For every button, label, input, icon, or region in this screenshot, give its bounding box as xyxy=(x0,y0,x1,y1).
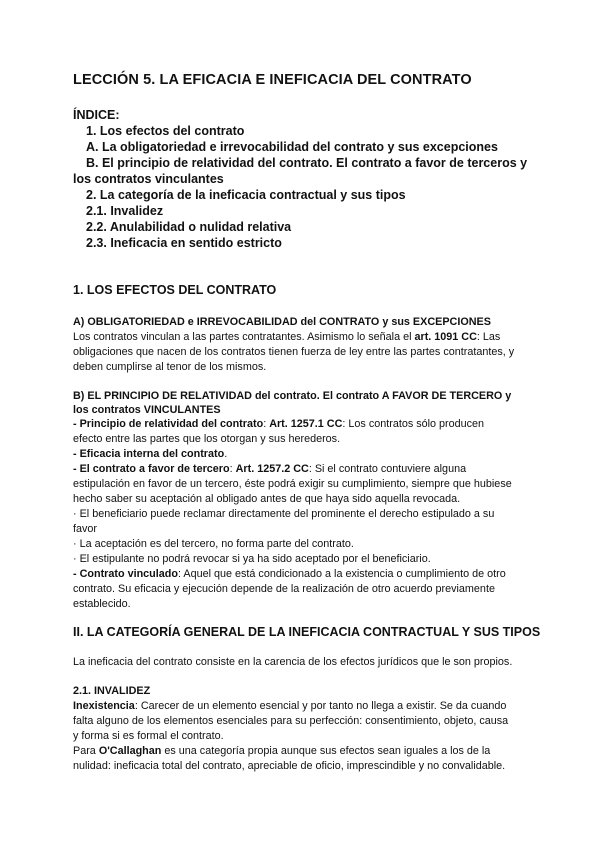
bullet-line: · El beneficiario puede reclamar directamente del prominente el derecho estipulado a su xyxy=(73,508,495,520)
paragraph-line: deben cumplirse al tenor de los mismos. xyxy=(73,361,267,373)
paragraph-line: obligaciones que nacen de los contratos tienen fuerza de ley entre las partes contratantes, y xyxy=(73,346,515,358)
index-heading: ÍNDICE: xyxy=(73,108,120,122)
bullet-line: favor xyxy=(73,523,98,535)
bullet-line: · La aceptación es del tercero, no forma parte del contrato. xyxy=(73,538,354,550)
paragraph-line: estipulación en favor de un tercero, éste podrá exigir su cumplimiento, siempre que hubiese xyxy=(73,478,512,490)
paragraph-line: y forma si es formal el contrato. xyxy=(73,730,224,742)
index-item: 2.3. Ineficacia en sentido estricto xyxy=(86,236,282,250)
paragraph-line: hecho saber su aceptación al obligado antes de que haya sido aquella revocada. xyxy=(73,493,461,505)
index-item: A. La obligatoriedad e irrevocabilidad del contrato y sus excepciones xyxy=(86,140,498,154)
paragraph-line: nulidad: ineficacia total del contrato, apreciable de oficio, imprescindible y no convalidable. xyxy=(73,760,506,772)
section-heading: II. LA CATEGORÍA GENERAL DE LA INEFICACIA CONTRACTUAL Y SUS TIPOS xyxy=(73,625,541,639)
paragraph-line: - Principio de relatividad del contrato: Art. 1257.1 CC: Los contratos sólo producen xyxy=(73,418,485,430)
paragraph-line: Para O'Callaghan es una categoría propia aunque sus efectos sean iguales a los de la xyxy=(73,745,491,757)
paragraph-line: efecto entre las partes que los otorgan y sus herederos. xyxy=(73,433,341,445)
index-item: 1. Los efectos del contrato xyxy=(86,124,245,138)
index-item: 2.2. Anulabilidad o nulidad relativa xyxy=(86,220,292,234)
index-item: 2.1. Invalidez xyxy=(86,204,164,218)
paragraph-line: - El contrato a favor de tercero: Art. 1257.2 CC: Si el contrato contuviere alguna xyxy=(73,463,467,475)
page-title: LECCIÓN 5. LA EFICACIA E INEFICACIA DEL CONTRATO xyxy=(73,72,472,88)
index-item: 2. La categoría de la ineficacia contractual y sus tipos xyxy=(86,188,406,202)
index-item: los contratos vinculantes xyxy=(73,172,224,186)
subsection-heading: B) EL PRINCIPIO DE RELATIVIDAD del contrato. El contrato A FAVOR DE TERCERO y xyxy=(73,390,512,402)
paragraph-line: establecido. xyxy=(73,598,131,610)
paragraph-line: La ineficacia del contrato consiste en la carencia de los efectos jurídicos que le son propios. xyxy=(73,656,513,668)
paragraph-line: - Contrato vinculado: Aquel que está condicionado a la existencia o cumplimiento de otro xyxy=(73,568,506,580)
index-item: B. El principio de relatividad del contrato. El contrato a favor de terceros y xyxy=(86,156,528,170)
paragraph-line: Los contratos vinculan a las partes contratantes. Asimismo lo señala el art. 1091 CC: Las xyxy=(73,331,501,343)
subsection-heading: los contratos VINCULANTES xyxy=(73,404,221,416)
subsection-heading: 2.1. INVALIDEZ xyxy=(73,685,151,697)
paragraph-line: Inexistencia: Carecer de un elemento esencial y por tanto no llega a existir. Se da cuando xyxy=(73,700,507,712)
paragraph-line: - Eficacia interna del contrato. xyxy=(73,448,228,460)
bullet-line: · El estipulante no podrá revocar si ya ha sido aceptado por el beneficiario. xyxy=(73,553,431,565)
paragraph-line: falta alguno de los elementos esenciales para su perfección: consentimiento, objeto, causa xyxy=(73,715,509,727)
section-heading: 1. LOS EFECTOS DEL CONTRATO xyxy=(73,283,277,297)
paragraph-line: contrato. Su eficacia y ejecución depende de la realización de otro acuerdo previamente xyxy=(73,583,495,595)
subsection-heading: A) OBLIGATORIEDAD e IRREVOCABILIDAD del CONTRATO y sus EXCEPCIONES xyxy=(73,316,491,328)
